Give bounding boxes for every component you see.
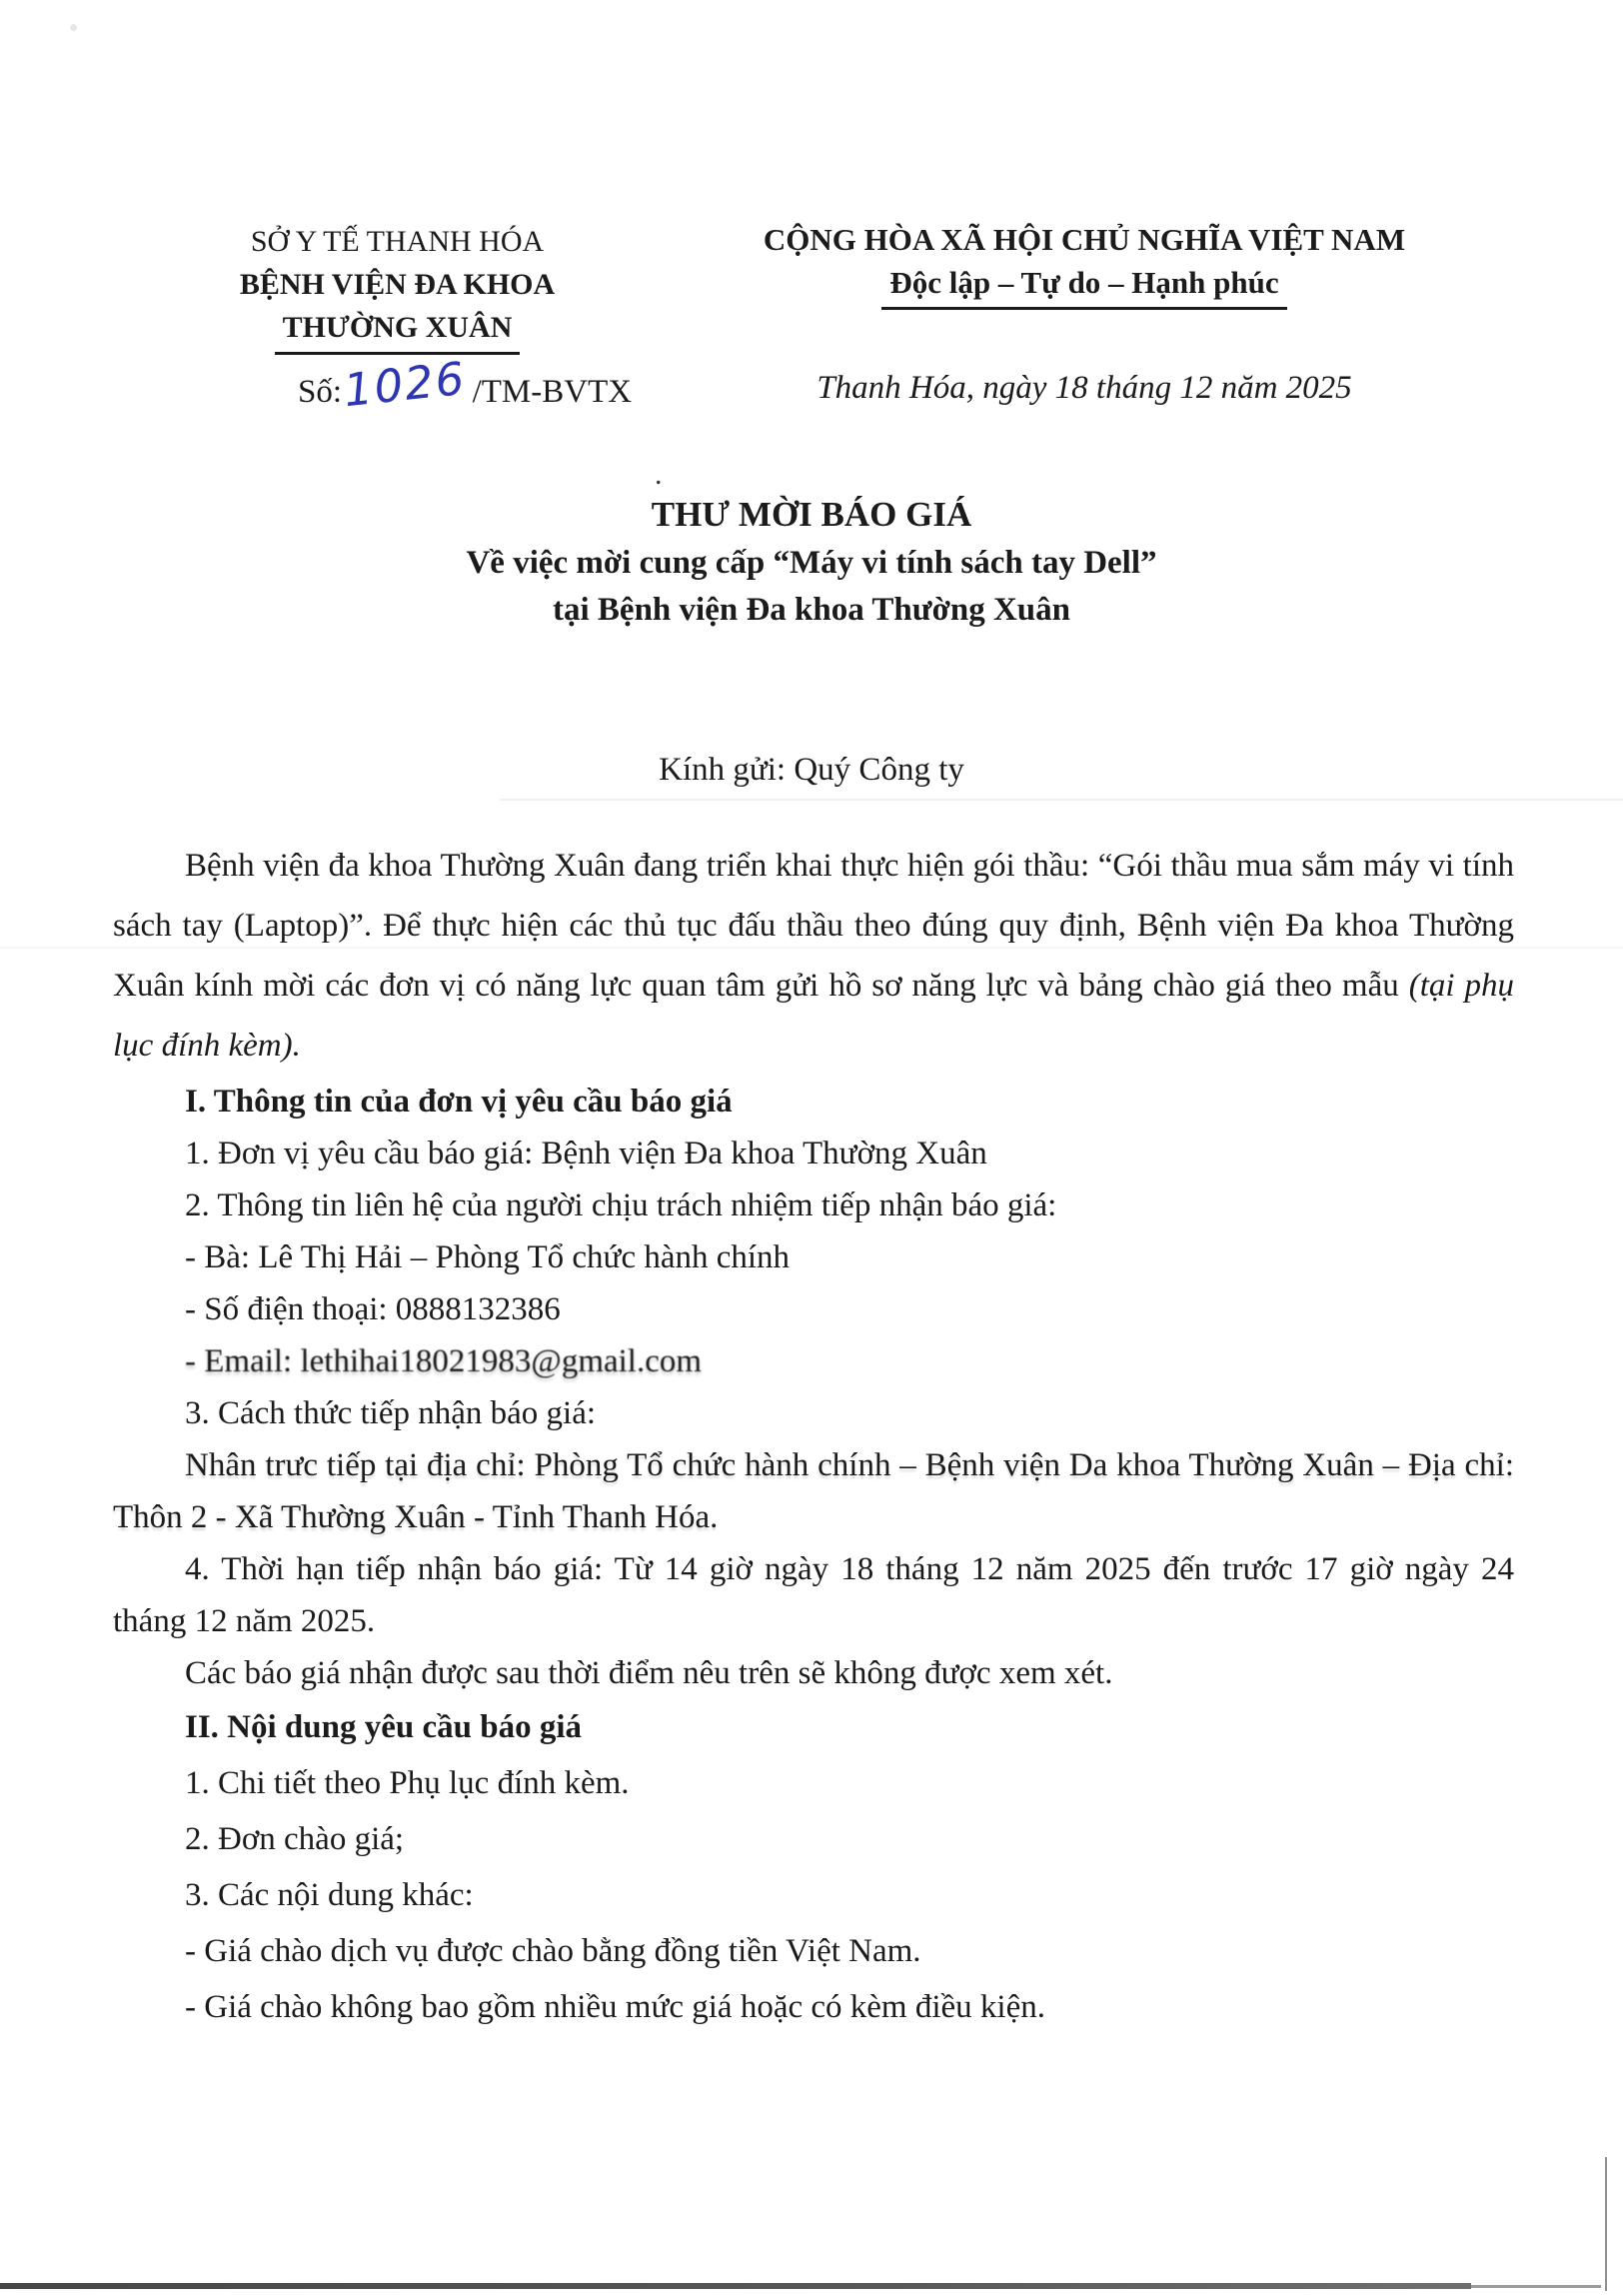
document-number bbox=[298, 351, 633, 418]
item-late-quotes-note: Các báo giá nhận được sau thời điểm nêu trên sẽ không được xem xét. bbox=[185, 1655, 1113, 1691]
place-date-line: Thanh Hóa, ngày 18 tháng 12 năm 2025 bbox=[816, 370, 1352, 406]
scan-line-artifact bbox=[500, 799, 1623, 801]
issuer-parent-org: SỞ Y TẾ THANH HÓA bbox=[250, 225, 545, 258]
title-block bbox=[0, 490, 1623, 634]
item-requesting-unit: 1. Đơn vị yêu cầu báo giá: Bệnh viện Đa khoa Thường Xuân bbox=[185, 1136, 987, 1171]
national-title: CỘNG HÒA XÃ HỘI CHỦ NGHĨA VIỆT NAM bbox=[763, 222, 1406, 257]
document-title: THƯ MỜI BÁO GIÁ bbox=[651, 495, 972, 534]
item-detail-appendix: 1. Chi tiết theo Phụ lục đính kèm. bbox=[185, 1765, 630, 1801]
issuer-block bbox=[185, 220, 610, 355]
salutation: Kính gửi: Quý Công ty bbox=[659, 752, 964, 788]
scan-dot-artifact: . bbox=[655, 458, 663, 491]
paragraph-deadline: 4. Thời hạn tiếp nhận báo giá: Từ 14 giờ ngày 18 tháng 12 năm 2025 đến trước 17 giờ ngày 24 tháng 12 năm 2025. bbox=[113, 1551, 1514, 1639]
section-heading-1: I. Thông tin của đơn vị yêu cầu báo giá bbox=[185, 1084, 733, 1120]
document-subtitle-1: Về việc mời cung cấp “Máy vi tính sách tay Dell” bbox=[466, 545, 1157, 581]
national-header-block bbox=[690, 218, 1479, 410]
scan-speck bbox=[70, 24, 77, 31]
intro-paragraph bbox=[113, 836, 1514, 1076]
letter-body bbox=[113, 836, 1514, 2035]
paragraph-receiving-address: Nhân trưc tiếp tại địa chỉ: Phòng Tổ chức hành chính – Bệnh viện Da khoa Thường Xuân – Địa chỉ: Thôn 2 - Xã Thường Xuân - Tỉnh Thanh Hóa. bbox=[113, 1447, 1514, 1535]
scan-bottom-edge bbox=[0, 2283, 1471, 2289]
issuer-org-name: BỆNH VIỆN ĐA KHOA bbox=[239, 268, 556, 301]
issuer-org-name-2: THƯỜNG XUÂN bbox=[185, 306, 610, 355]
intro-italic-note: (tại phụ lục đính kèm). bbox=[113, 968, 1514, 1064]
item-contact-person: - Bà: Lê Thị Hải – Phòng Tổ chức hành chính bbox=[185, 1239, 791, 1275]
handwritten-number: 1026 bbox=[341, 351, 469, 418]
number-suffix: /TM-BVTX bbox=[472, 374, 633, 410]
scan-right-edge bbox=[1605, 2157, 1607, 2291]
item-email: - Email: lethihai18021983@gmail.com bbox=[185, 1343, 703, 1379]
item-currency-note: - Giá chào dịch vụ được chào bằng đồng tiền Việt Nam. bbox=[185, 1933, 921, 1969]
item-other-contents: 3. Các nội dung khác: bbox=[185, 1877, 474, 1913]
section-heading-2: II. Nội dung yêu cầu báo giá bbox=[185, 1709, 583, 1745]
item-single-price-note: - Giá chào không bao gồm nhiều mức giá hoặc có kèm điều kiện. bbox=[185, 1989, 1045, 2025]
item-contact-info: 2. Thông tin liên hệ của người chịu trách nhiệm tiếp nhận báo giá: bbox=[185, 1187, 1057, 1223]
scan-bottom-edge-tail bbox=[1471, 2285, 1601, 2288]
item-phone-number: - Số điện thoại: 0888132386 bbox=[185, 1291, 561, 1327]
number-prefix: Số: bbox=[298, 374, 343, 410]
document-subtitle-2: tại Bệnh viện Đa khoa Thường Xuân bbox=[553, 592, 1070, 628]
intro-text: Bệnh viện đa khoa Thường Xuân đang triển khai thực hiện gói thầu: “Gói thầu mua sắm máy vi tính sách tay (Laptop)”. Để thực hiện các thủ tục đấu thầu theo đúng quy định, Bệnh viện Đa khoa Thường Xuân kính mời các đơn vị có năng lực quan tâm gửi hồ sơ năng lực và bảng chào giá theo mẫu bbox=[113, 848, 1514, 1004]
national-motto: Độc lập – Tự do – Hạnh phúc bbox=[690, 261, 1479, 310]
item-receiving-method: 3. Cách thức tiếp nhận báo giá: bbox=[185, 1395, 597, 1431]
item-quote-unit: 2. Đơn chào giá; bbox=[185, 1821, 405, 1857]
